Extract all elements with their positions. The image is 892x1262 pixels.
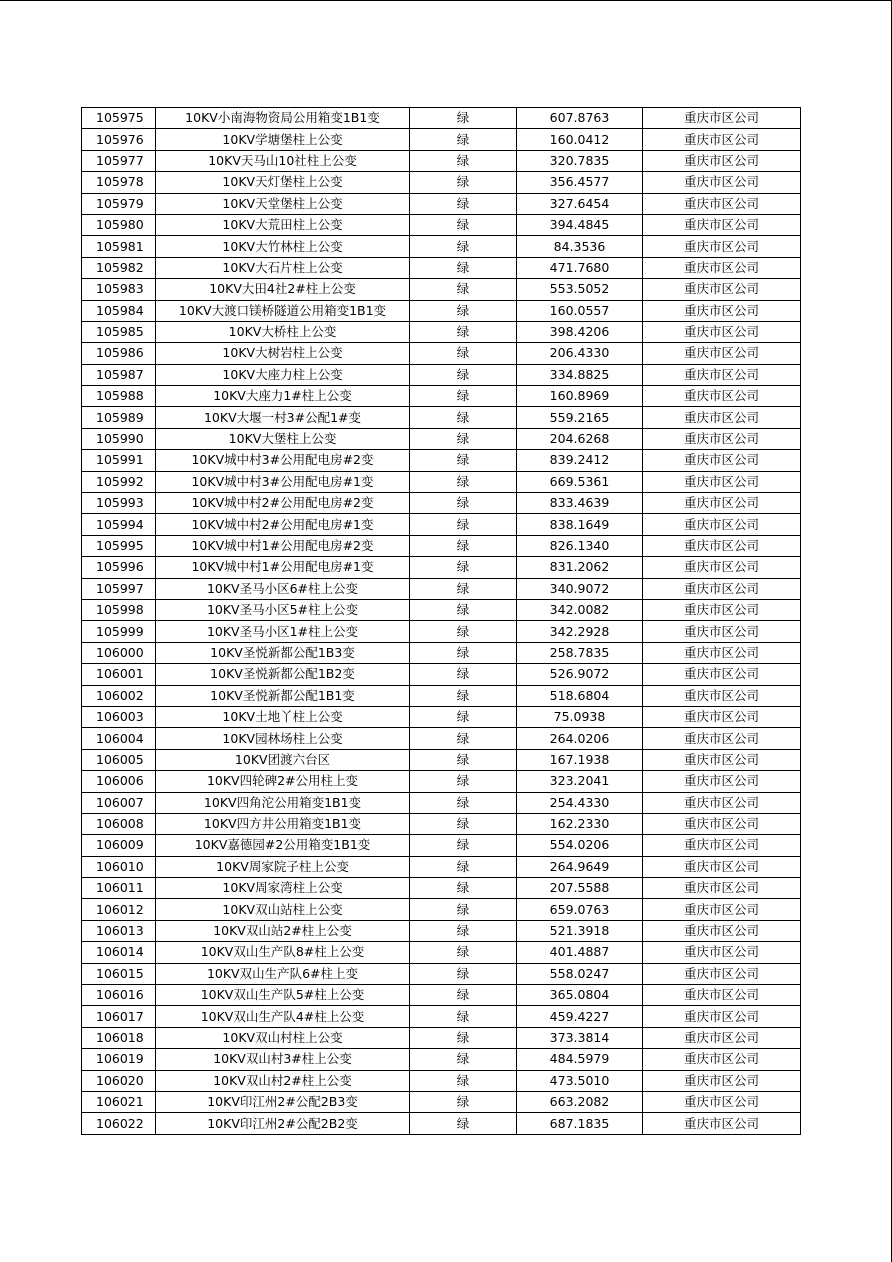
value-cell: 254.4330 [517,792,643,813]
transformer-name-cell: 10KV圣马小区5#柱上公变 [156,599,410,620]
row-id-cell: 106009 [82,835,156,856]
value-cell: 559.2165 [517,407,643,428]
table-row [82,535,801,556]
value-cell: 398.4206 [517,321,643,342]
transformer-name-cell: 10KV双山生产队6#柱上变 [156,963,410,984]
company-cell: 重庆市区公司 [643,813,801,834]
row-id-cell: 105990 [82,428,156,449]
table-row [82,942,801,963]
value-cell: 826.1340 [517,535,643,556]
row-id-cell: 105976 [82,129,156,150]
company-cell: 重庆市区公司 [643,514,801,535]
value-cell: 84.3536 [517,236,643,257]
status-color-cell: 绿 [410,728,517,749]
transformer-name-cell: 10KV城中村2#公用配电房#2变 [156,493,410,514]
transformer-name-cell: 10KV园林场柱上公变 [156,728,410,749]
transformer-name-cell: 10KV大渡口镁桥隧道公用箱变1B1变 [156,300,410,321]
transformer-name-cell: 10KV天马山10社柱上公变 [156,150,410,171]
table-row [82,1091,801,1112]
company-cell: 重庆市区公司 [643,664,801,685]
row-id-cell: 106016 [82,985,156,1006]
row-id-cell: 105975 [82,108,156,129]
company-cell: 重庆市区公司 [643,150,801,171]
status-color-cell: 绿 [410,535,517,556]
transformer-name-cell: 10KV四角沱公用箱变1B1变 [156,792,410,813]
status-color-cell: 绿 [410,150,517,171]
transformer-name-cell: 10KV圣悦新都公配1B3变 [156,642,410,663]
transformer-name-cell: 10KV双山站2#柱上公变 [156,920,410,941]
row-id-cell: 105982 [82,257,156,278]
company-cell: 重庆市区公司 [643,450,801,471]
value-cell: 160.8969 [517,386,643,407]
company-cell: 重庆市区公司 [643,321,801,342]
row-id-cell: 105996 [82,557,156,578]
transformer-name-cell: 10KV大田4社2#柱上公变 [156,279,410,300]
table-row [82,364,801,385]
row-id-cell: 105981 [82,236,156,257]
row-id-cell: 106021 [82,1091,156,1112]
row-id-cell: 105999 [82,621,156,642]
row-id-cell: 105995 [82,535,156,556]
company-cell: 重庆市区公司 [643,364,801,385]
value-cell: 669.5361 [517,471,643,492]
transformer-name-cell: 10KV大桥柱上公变 [156,321,410,342]
value-cell: 526.9072 [517,664,643,685]
status-color-cell: 绿 [410,771,517,792]
transformer-name-cell: 10KV印江州2#公配2B2变 [156,1113,410,1134]
status-color-cell: 绿 [410,129,517,150]
status-color-cell: 绿 [410,621,517,642]
status-color-cell: 绿 [410,878,517,899]
company-cell: 重庆市区公司 [643,343,801,364]
value-cell: 340.9072 [517,578,643,599]
row-id-cell: 106015 [82,963,156,984]
row-id-cell: 106007 [82,792,156,813]
transformer-name-cell: 10KV城中村1#公用配电房#1变 [156,557,410,578]
transformer-name-cell: 10KV大石片柱上公变 [156,257,410,278]
company-cell: 重庆市区公司 [643,407,801,428]
company-cell: 重庆市区公司 [643,792,801,813]
company-cell: 重庆市区公司 [643,279,801,300]
row-id-cell: 105978 [82,172,156,193]
company-cell: 重庆市区公司 [643,129,801,150]
status-color-cell: 绿 [410,493,517,514]
company-cell: 重庆市区公司 [643,899,801,920]
status-color-cell: 绿 [410,214,517,235]
value-cell: 521.3918 [517,920,643,941]
transformer-name-cell: 10KV大座力1#柱上公变 [156,386,410,407]
row-id-cell: 106004 [82,728,156,749]
row-id-cell: 105993 [82,493,156,514]
value-cell: 75.0938 [517,706,643,727]
value-cell: 687.1835 [517,1113,643,1134]
table-row [82,514,801,535]
table-row [82,1049,801,1070]
table-row [82,599,801,620]
row-id-cell: 106008 [82,813,156,834]
value-cell: 162.2330 [517,813,643,834]
company-cell: 重庆市区公司 [643,257,801,278]
value-cell: 471.7680 [517,257,643,278]
company-cell: 重庆市区公司 [643,535,801,556]
status-color-cell: 绿 [410,172,517,193]
value-cell: 554.0206 [517,835,643,856]
value-cell: 833.4639 [517,493,643,514]
transformer-name-cell: 10KV大堰一村3#公配1#变 [156,407,410,428]
value-cell: 459.4227 [517,1006,643,1027]
value-cell: 327.6454 [517,193,643,214]
company-cell: 重庆市区公司 [643,578,801,599]
row-id-cell: 106002 [82,685,156,706]
table-row [82,706,801,727]
transformer-name-cell: 10KV圣马小区1#柱上公变 [156,621,410,642]
company-cell: 重庆市区公司 [643,599,801,620]
company-cell: 重庆市区公司 [643,1113,801,1134]
company-cell: 重庆市区公司 [643,706,801,727]
value-cell: 659.0763 [517,899,643,920]
status-color-cell: 绿 [410,407,517,428]
value-cell: 553.5052 [517,279,643,300]
row-id-cell: 105987 [82,364,156,385]
status-color-cell: 绿 [410,642,517,663]
table-row [82,343,801,364]
table-row [82,771,801,792]
status-color-cell: 绿 [410,1113,517,1134]
status-color-cell: 绿 [410,578,517,599]
value-cell: 607.8763 [517,108,643,129]
table-row [82,236,801,257]
status-color-cell: 绿 [410,236,517,257]
transformer-name-cell: 10KV小南海物资局公用箱变1B1变 [156,108,410,129]
company-cell: 重庆市区公司 [643,214,801,235]
status-color-cell: 绿 [410,428,517,449]
table-row [82,664,801,685]
table-row [82,856,801,877]
company-cell: 重庆市区公司 [643,493,801,514]
value-cell: 204.6268 [517,428,643,449]
status-color-cell: 绿 [410,920,517,941]
value-cell: 401.4887 [517,942,643,963]
transformer-name-cell: 10KV天灯堡柱上公变 [156,172,410,193]
table-row [82,172,801,193]
table-row [82,300,801,321]
table-row [82,193,801,214]
status-color-cell: 绿 [410,792,517,813]
row-id-cell: 105989 [82,407,156,428]
value-cell: 473.5010 [517,1070,643,1091]
table-row [82,321,801,342]
status-color-cell: 绿 [410,1006,517,1027]
company-cell: 重庆市区公司 [643,642,801,663]
row-id-cell: 105979 [82,193,156,214]
row-id-cell: 105998 [82,599,156,620]
table-row [82,214,801,235]
status-color-cell: 绿 [410,813,517,834]
transformer-name-cell: 10KV大堡柱上公变 [156,428,410,449]
table-row [82,407,801,428]
value-cell: 207.5588 [517,878,643,899]
company-cell: 重庆市区公司 [643,1006,801,1027]
transformer-name-cell: 10KV周家湾柱上公变 [156,878,410,899]
table-row [82,557,801,578]
company-cell: 重庆市区公司 [643,236,801,257]
table-row [82,279,801,300]
transformer-name-cell: 10KV大树岩柱上公变 [156,343,410,364]
table-row [82,493,801,514]
company-cell: 重庆市区公司 [643,685,801,706]
table-row [82,963,801,984]
value-cell: 484.5979 [517,1049,643,1070]
value-cell: 323.2041 [517,771,643,792]
company-cell: 重庆市区公司 [643,856,801,877]
status-color-cell: 绿 [410,985,517,1006]
company-cell: 重庆市区公司 [643,1027,801,1048]
transformer-name-cell: 10KV双山村2#柱上公变 [156,1070,410,1091]
status-color-cell: 绿 [410,193,517,214]
company-cell: 重庆市区公司 [643,193,801,214]
page-top-border [0,0,892,1]
table-row [82,899,801,920]
status-color-cell: 绿 [410,1027,517,1048]
status-color-cell: 绿 [410,856,517,877]
transformer-name-cell: 10KV城中村3#公用配电房#1变 [156,471,410,492]
value-cell: 831.2062 [517,557,643,578]
row-id-cell: 105983 [82,279,156,300]
row-id-cell: 105988 [82,386,156,407]
status-color-cell: 绿 [410,1070,517,1091]
transformer-name-cell: 10KV团渡六台区 [156,749,410,770]
row-id-cell: 106014 [82,942,156,963]
transformer-name-cell: 10KV城中村2#公用配电房#1变 [156,514,410,535]
value-cell: 167.1938 [517,749,643,770]
status-color-cell: 绿 [410,599,517,620]
value-cell: 365.0804 [517,985,643,1006]
status-color-cell: 绿 [410,685,517,706]
status-color-cell: 绿 [410,835,517,856]
company-cell: 重庆市区公司 [643,878,801,899]
company-cell: 重庆市区公司 [643,749,801,770]
value-cell: 838.1649 [517,514,643,535]
status-color-cell: 绿 [410,664,517,685]
row-id-cell: 106019 [82,1049,156,1070]
row-id-cell: 106020 [82,1070,156,1091]
table-row [82,578,801,599]
transformer-name-cell: 10KV周家院子柱上公变 [156,856,410,877]
table-row [82,621,801,642]
row-id-cell: 106001 [82,664,156,685]
company-cell: 重庆市区公司 [643,172,801,193]
table-row [82,1113,801,1134]
company-cell: 重庆市区公司 [643,985,801,1006]
row-id-cell: 106018 [82,1027,156,1048]
status-color-cell: 绿 [410,364,517,385]
row-id-cell: 106005 [82,749,156,770]
company-cell: 重庆市区公司 [643,300,801,321]
company-cell: 重庆市区公司 [643,471,801,492]
table-row [82,129,801,150]
status-color-cell: 绿 [410,300,517,321]
transformer-name-cell: 10KV圣马小区6#柱上公变 [156,578,410,599]
table-row [82,1006,801,1027]
status-color-cell: 绿 [410,1091,517,1112]
table-row [82,1070,801,1091]
company-cell: 重庆市区公司 [643,835,801,856]
transformer-name-cell: 10KV双山生产队4#柱上公变 [156,1006,410,1027]
row-id-cell: 105977 [82,150,156,171]
status-color-cell: 绿 [410,1049,517,1070]
table-row [82,835,801,856]
transformer-name-cell: 10KV圣悦新都公配1B2变 [156,664,410,685]
company-cell: 重庆市区公司 [643,621,801,642]
row-id-cell: 105986 [82,343,156,364]
value-cell: 373.3814 [517,1027,643,1048]
status-color-cell: 绿 [410,108,517,129]
transformer-name-cell: 10KV城中村3#公用配电房#2变 [156,450,410,471]
transformer-name-cell: 10KV双山生产队8#柱上公变 [156,942,410,963]
row-id-cell: 105991 [82,450,156,471]
table-row [82,813,801,834]
transformer-name-cell: 10KV天堂堡柱上公变 [156,193,410,214]
row-id-cell: 106010 [82,856,156,877]
table-row [82,108,801,129]
value-cell: 264.0206 [517,728,643,749]
row-id-cell: 105984 [82,300,156,321]
value-cell: 839.2412 [517,450,643,471]
transformer-name-cell: 10KV嘉德园#2公用箱变1B1变 [156,835,410,856]
row-id-cell: 105992 [82,471,156,492]
table-row [82,685,801,706]
table-row [82,878,801,899]
value-cell: 342.2928 [517,621,643,642]
transformer-name-cell: 10KV城中村1#公用配电房#2变 [156,535,410,556]
value-cell: 264.9649 [517,856,643,877]
row-id-cell: 106006 [82,771,156,792]
status-color-cell: 绿 [410,279,517,300]
value-cell: 518.6804 [517,685,643,706]
table-row [82,920,801,941]
table-row [82,1027,801,1048]
table-row [82,257,801,278]
row-id-cell: 106022 [82,1113,156,1134]
transformer-name-cell: 10KV四轮碑2#公用柱上变 [156,771,410,792]
row-id-cell: 106017 [82,1006,156,1027]
row-id-cell: 105994 [82,514,156,535]
table-row [82,728,801,749]
transformer-name-cell: 10KV圣悦新都公配1B1变 [156,685,410,706]
value-cell: 334.8825 [517,364,643,385]
company-cell: 重庆市区公司 [643,942,801,963]
table-row [82,428,801,449]
status-color-cell: 绿 [410,343,517,364]
value-cell: 356.4577 [517,172,643,193]
status-color-cell: 绿 [410,450,517,471]
table-row [82,386,801,407]
status-color-cell: 绿 [410,899,517,920]
value-cell: 320.7835 [517,150,643,171]
company-cell: 重庆市区公司 [643,963,801,984]
value-cell: 558.0247 [517,963,643,984]
transformer-name-cell: 10KV双山村柱上公变 [156,1027,410,1048]
transformer-name-cell: 10KV大荒田柱上公变 [156,214,410,235]
transformer-name-cell: 10KV双山生产队5#柱上公变 [156,985,410,1006]
status-color-cell: 绿 [410,386,517,407]
transformer-name-cell: 10KV大竹林柱上公变 [156,236,410,257]
value-cell: 160.0412 [517,129,643,150]
status-color-cell: 绿 [410,321,517,342]
row-id-cell: 105980 [82,214,156,235]
row-id-cell: 106003 [82,706,156,727]
company-cell: 重庆市区公司 [643,1070,801,1091]
transformer-name-cell: 10KV大座力柱上公变 [156,364,410,385]
status-color-cell: 绿 [410,963,517,984]
table-row [82,749,801,770]
company-cell: 重庆市区公司 [643,1049,801,1070]
row-id-cell: 105985 [82,321,156,342]
company-cell: 重庆市区公司 [643,428,801,449]
company-cell: 重庆市区公司 [643,557,801,578]
row-id-cell: 106012 [82,899,156,920]
value-cell: 663.2082 [517,1091,643,1112]
table-row [82,792,801,813]
row-id-cell: 106011 [82,878,156,899]
table-row [82,985,801,1006]
transformer-name-cell: 10KV土地丫柱上公变 [156,706,410,727]
status-color-cell: 绿 [410,706,517,727]
transformer-name-cell: 10KV双山村3#柱上公变 [156,1049,410,1070]
value-cell: 160.0557 [517,300,643,321]
row-id-cell: 105997 [82,578,156,599]
company-cell: 重庆市区公司 [643,1091,801,1112]
company-cell: 重庆市区公司 [643,728,801,749]
transformer-name-cell: 10KV印江州2#公配2B3变 [156,1091,410,1112]
status-color-cell: 绿 [410,942,517,963]
row-id-cell: 106000 [82,642,156,663]
table-row [82,150,801,171]
table-body [82,108,801,1135]
value-cell: 206.4330 [517,343,643,364]
value-cell: 342.0082 [517,599,643,620]
table-row [82,642,801,663]
status-color-cell: 绿 [410,557,517,578]
transformer-name-cell: 10KV学塘堡柱上公变 [156,129,410,150]
transformer-name-cell: 10KV双山站柱上公变 [156,899,410,920]
transformer-data-table [81,107,801,1135]
status-color-cell: 绿 [410,749,517,770]
status-color-cell: 绿 [410,471,517,492]
status-color-cell: 绿 [410,514,517,535]
transformer-name-cell: 10KV四方井公用箱变1B1变 [156,813,410,834]
company-cell: 重庆市区公司 [643,771,801,792]
company-cell: 重庆市区公司 [643,386,801,407]
value-cell: 258.7835 [517,642,643,663]
value-cell: 394.4845 [517,214,643,235]
company-cell: 重庆市区公司 [643,108,801,129]
row-id-cell: 106013 [82,920,156,941]
table-row [82,450,801,471]
status-color-cell: 绿 [410,257,517,278]
company-cell: 重庆市区公司 [643,920,801,941]
table-row [82,471,801,492]
